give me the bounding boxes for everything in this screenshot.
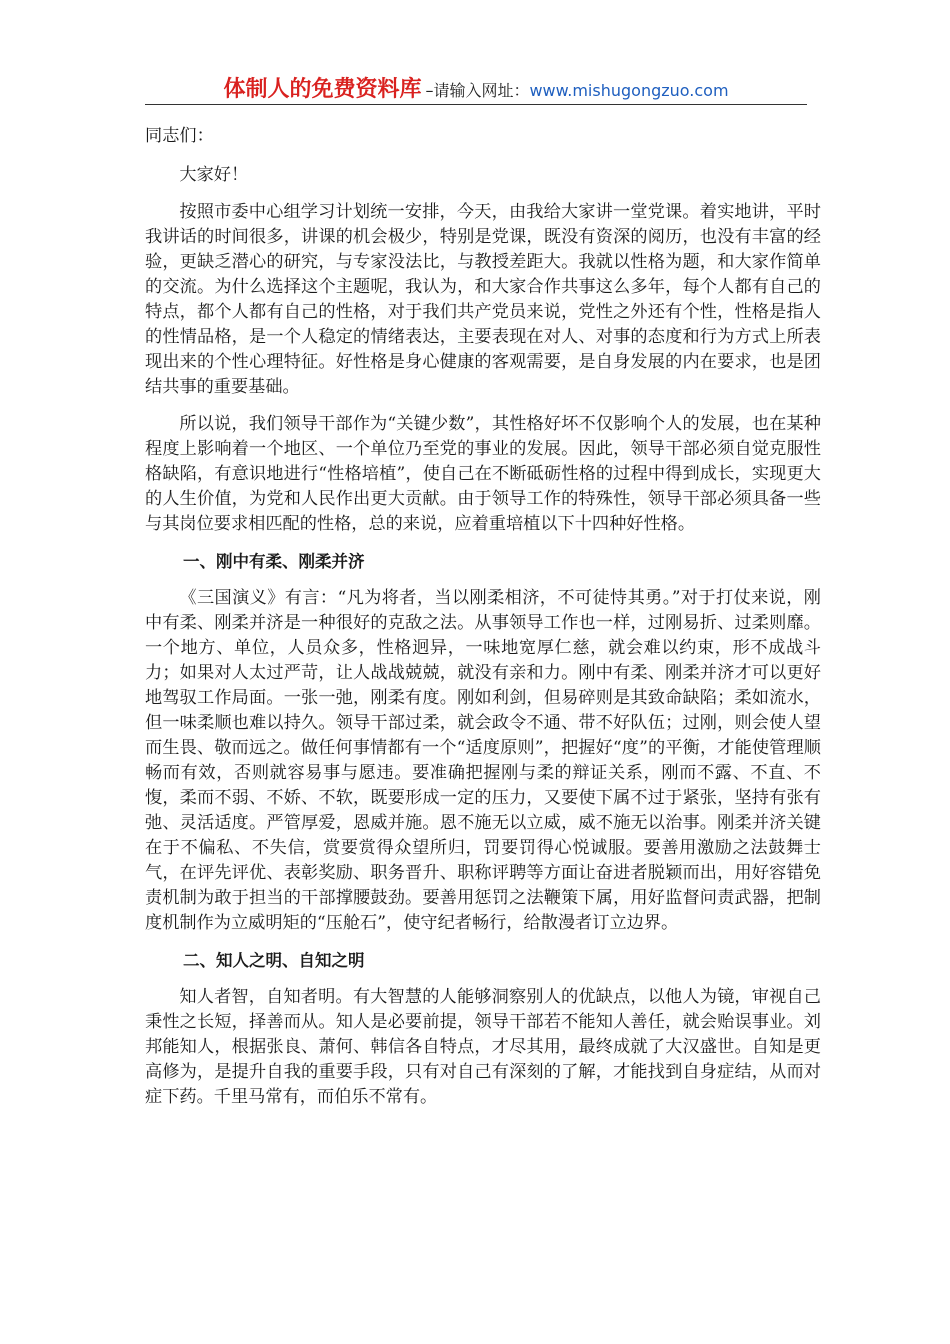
section-1-heading: 一、刚中有柔、刚柔并济 [182, 552, 365, 571]
header-prompt: –请输入网址： [425, 81, 530, 100]
salutation: 同志们： [145, 126, 214, 146]
document-body [145, 124, 821, 1122]
section-2-heading: 二、知人之明、自知之明 [182, 951, 365, 970]
intro-paragraph-1: 按照市委中心组学习计划统一安排，今天，由我给大家讲一堂党课。着实地讲，平时我讲话的时间很多，讲课的机会极少，特别是党课，既没有资深的阅历，也没有丰富的经验，更缺乏潜心的研究，与专家没法比，与教授差距大。我就以性格为题，和大家作简单的交流。为什么选择这个主题呢，我认为，和大家合作共事这么多年，每个人都有自己的特点，都个人都有自己的性格，对于我们共产党员来说，党性之外还有个性，性格是指人的性情品格，是一个人稳定的情绪表达，主要表现在对人、对事的态度和行为方式上所表现出来的个性心理特征。好性格是身心健康的客观需要，是自身发展的内在要求，也是团结共事的重要基础。 [145, 202, 821, 397]
greeting: 大家好！ [179, 165, 249, 185]
header-url-link[interactable]: www.mishugongzuo.com [529, 81, 729, 100]
section-1-paragraph: 《三国演义》有言：“凡为将者，当以刚柔相济，不可徒恃其勇。”对于打仗来说，刚中有柔、刚柔并济是一种很好的克敌之法。从事领导工作也一样，过刚易折、过柔则靡。一个地方、单位，人员众多，性格迥异，一味地宽厚仁慈，就会难以约束，形不成战斗力；如果对人太过严苛，让人战战兢兢，就没有亲和力。刚中有柔、刚柔并济才可以更好地驾驭工作局面。一张一弛，刚柔有度。刚如利剑，但易碎则是其致命缺陷；柔如流水，但一味柔顺也难以持久。领导干部过柔，就会政令不通、带不好队伍；过刚，则会使人望而生畏、敬而远之。做任何事情都有一个“适度原则”，把握好“度”的平衡，才能使管理顺畅而有效，否则就容易事与愿违。要准确把握刚与柔的辩证关系，刚而不露、不直、不愎，柔而不弱、不娇、不软，既要形成一定的压力，又要使下属不过于紧张，坚持有张有弛、灵活适度。严管厚爱，恩威并施。恩不施无以立威，威不施无以治事。刚柔并济关键在于不偏私、不失信，赏要赏得众望所归，罚要罚得心悦诚服。要善用激励之法鼓舞士气，在评先评优、表彰奖励、职务晋升、职称评聘等方面让奋进者脱颖而出，用好容错免责机制为敢于担当的干部撑腰鼓劲。要善用惩罚之法鞭策下属，用好监督问责武器，把制度机制作为立威明矩的“压舱石”，使守纪者畅行，给散漫者订立边界。 [145, 588, 821, 933]
section-2-paragraph: 知人者智，自知者明。有大智慧的人能够洞察别人的优缺点，以他人为镜，审视自己秉性之长短，择善而从。知人是必要前提，领导干部若不能知人善任，就会贻误事业。刘邦能知人，根据张良、萧何、韩信各自特点，才尽其用，最终成就了大汉盛世。自知是更高修为，是提升自我的重要手段，只有对自己有深刻的了解，才能找到自身症结，从而对症下药。千里马常有，而伯乐不常有。 [145, 987, 821, 1107]
intro-paragraph-2: 所以说，我们领导干部作为“关键少数”，其性格好坏不仅影响个人的发展，也在某种程度上影响着一个地区、一个单位乃至党的事业的发展。因此，领导干部必须自觉克服性格缺陷，有意识地进行“性格培植”，使自己在不断砥砺性格的过程中得到成长，实现更大的人生价值，为党和人民作出更大贡献。由于领导工作的特殊性，领导干部必须具备一些与其岗位要求相匹配的性格，总的来说，应着重培植以下十四种好性格。 [145, 414, 821, 534]
header-brand: 体制人的免费资料库 [223, 77, 422, 102]
page-header [145, 72, 807, 105]
